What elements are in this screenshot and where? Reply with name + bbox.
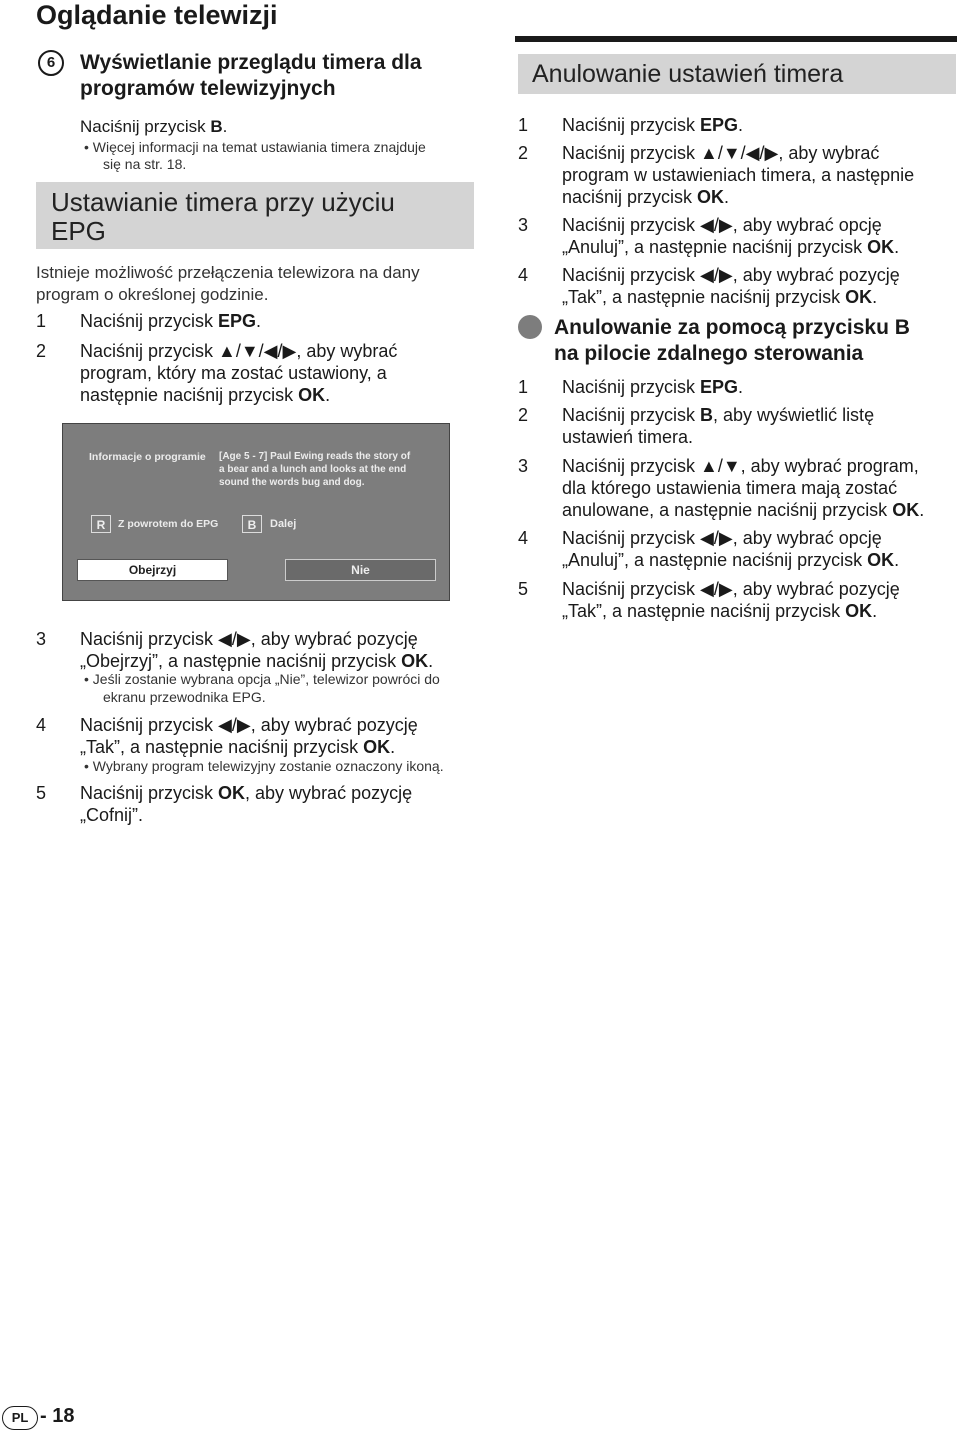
cancel-step-text: naciśnij przycisk OK. bbox=[562, 187, 730, 207]
epg-step-text: „Cofnij”. bbox=[80, 805, 144, 825]
cancel-b-step-text: ustawień timera. bbox=[562, 427, 694, 447]
epg-step-note: • Wybrany program telewizyjny zostanie oznaczony ikoną. bbox=[84, 758, 444, 774]
epg-step-note: ekranu przewodnika EPG. bbox=[103, 689, 266, 705]
header-rule bbox=[515, 36, 957, 42]
cancel-step-number: 1 bbox=[518, 115, 529, 135]
cancel-b-title-line2: na pilocie zdalnego sterowania bbox=[554, 342, 864, 365]
language-mark: PL bbox=[2, 1406, 38, 1430]
cancel-b-step-text: „Tak”, a następnie naciśnij przycisk OK. bbox=[562, 601, 878, 621]
cancel-step-text: „Tak”, a następnie naciśnij przycisk OK. bbox=[562, 287, 878, 307]
epg-step-number: 2 bbox=[36, 341, 47, 361]
cancel-b-step-text: dla którego ustawienia timera mają zostać bbox=[562, 478, 898, 498]
epg-step-note: • Jeśli zostanie wybrana opcja „Nie”, telewizor powróci do bbox=[84, 671, 440, 687]
section6-press-line: Naciśnij przycisk B. bbox=[80, 117, 228, 136]
section6-title-line1: Wyświetlanie przeglądu timera dla bbox=[80, 51, 422, 74]
cancel-b-step-text: anulowane, a następnie naciśnij przycisk OK. bbox=[562, 500, 925, 520]
cancel-step-text: „Anuluj”, a następnie naciśnij przycisk OK. bbox=[562, 237, 900, 257]
cancel-step-text: program w ustawieniach timera, a następnie bbox=[562, 165, 915, 185]
next-label[interactable]: Dalej bbox=[270, 518, 297, 530]
cancel-b-step-number: 5 bbox=[518, 579, 529, 599]
subsection-bullet-icon bbox=[518, 315, 542, 339]
epg-step-text: „Tak”, a następnie naciśnij przycisk OK. bbox=[80, 737, 396, 757]
epg-section-title-line1: Ustawianie timera przy użyciu bbox=[51, 187, 395, 217]
cancel-b-title-line1: Anulowanie za pomocą przycisku B bbox=[554, 316, 910, 339]
epg-section-title-line2: EPG bbox=[51, 216, 106, 246]
section6-title-line2: programów telewizyjnych bbox=[80, 77, 336, 100]
program-info-label: Informacje o programie bbox=[89, 451, 206, 463]
cancel-section-title: Anulowanie ustawień timera bbox=[532, 60, 844, 88]
cancel-section-header bbox=[518, 54, 956, 94]
epg-step-text: następnie naciśnij przycisk OK. bbox=[80, 385, 331, 405]
r-key-icon: R bbox=[91, 515, 111, 533]
tv-program-info-screen bbox=[62, 423, 450, 601]
cancel-b-step-text: Naciśnij przycisk ◀/▶, aby wybrać opcję bbox=[562, 528, 882, 548]
section6-bullet-line2: się na str. 18. bbox=[103, 156, 187, 172]
epg-step-text: „Obejrzyj”, a następnie naciśnij przycisk OK. bbox=[80, 651, 434, 671]
page-number: - 18 bbox=[40, 1405, 75, 1427]
epg-step-number: 1 bbox=[36, 311, 47, 331]
epg-step-number: 5 bbox=[36, 783, 47, 803]
cancel-step-text: Naciśnij przycisk ◀/▶, aby wybrać opcję bbox=[562, 215, 882, 235]
epg-section-header bbox=[36, 182, 474, 249]
cancel-b-step-number: 2 bbox=[518, 405, 529, 425]
cancel-b-step-text: „Anuluj”, a następnie naciśnij przycisk OK. bbox=[562, 550, 900, 570]
page-title: Oglądanie telewizji bbox=[36, 0, 278, 30]
cancel-step-text: Naciśnij przycisk ◀/▶, aby wybrać pozycję bbox=[562, 265, 900, 285]
cancel-step-number: 3 bbox=[518, 215, 529, 235]
epg-step-text: Naciśnij przycisk ◀/▶, aby wybrać pozycję bbox=[80, 715, 418, 735]
cancel-b-step-text: Naciśnij przycisk ▲/▼, aby wybrać program, bbox=[562, 456, 919, 476]
section6-bullet-line1: • Więcej informacji na temat ustawiania timera znajduje bbox=[84, 139, 426, 155]
cancel-b-step-number: 4 bbox=[518, 528, 529, 548]
cancel-b-step-text: Naciśnij przycisk B, aby wyświetlić listę bbox=[562, 405, 875, 425]
epg-step-text: Naciśnij przycisk ◀/▶, aby wybrać pozycję bbox=[80, 629, 418, 649]
cancel-step-text: Naciśnij przycisk EPG. bbox=[562, 115, 744, 135]
epg-step-number: 3 bbox=[36, 629, 47, 649]
program-description: [Age 5 - 7] Paul Ewing reads the story of a bear and a lunch and looks at the end sound the words bug and dog. bbox=[219, 451, 411, 488]
cancel-step-text: Naciśnij przycisk ▲/▼/◀/▶, aby wybrać bbox=[562, 143, 880, 163]
epg-intro-line2: program o określonej godzinie. bbox=[36, 285, 269, 304]
epg-step-text: Naciśnij przycisk EPG. bbox=[80, 311, 262, 331]
epg-step-text: Naciśnij przycisk ▲/▼/◀/▶, aby wybrać bbox=[80, 341, 398, 361]
epg-step-text: Naciśnij przycisk OK, aby wybrać pozycję bbox=[80, 783, 413, 803]
epg-intro-line1: Istnieje możliwość przełączenia telewizora na dany bbox=[36, 263, 420, 282]
cancel-b-step-number: 1 bbox=[518, 377, 529, 397]
back-to-epg-label[interactable]: Z powrotem do EPG bbox=[118, 518, 219, 530]
b-key-icon: B bbox=[242, 515, 262, 533]
epg-step-text: program, który ma zostać ustawiony, a bbox=[80, 363, 387, 383]
cancel-b-step-number: 3 bbox=[518, 456, 529, 476]
cancel-step-number: 4 bbox=[518, 265, 529, 285]
epg-step-number: 4 bbox=[36, 715, 47, 735]
section-number-marker: 6 bbox=[38, 50, 64, 76]
cancel-b-step-text: Naciśnij przycisk EPG. bbox=[562, 377, 744, 397]
cancel-step-number: 2 bbox=[518, 143, 529, 163]
watch-button[interactable]: Obejrzyj bbox=[77, 559, 228, 581]
no-button[interactable]: Nie bbox=[285, 559, 436, 581]
cancel-b-step-text: Naciśnij przycisk ◀/▶, aby wybrać pozycję bbox=[562, 579, 900, 599]
